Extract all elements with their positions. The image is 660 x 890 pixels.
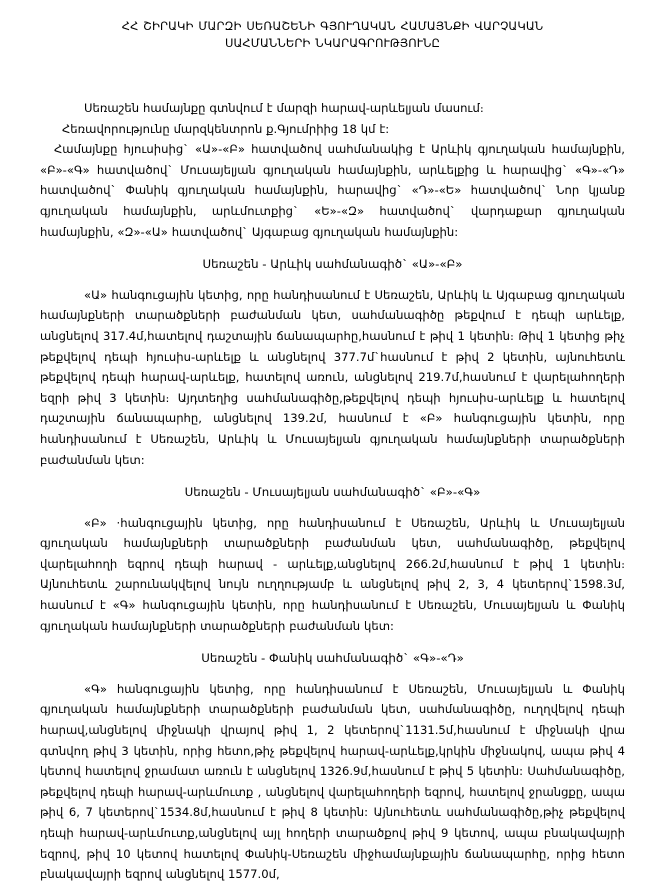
section-body-1: «Ա» հանգուցային կետից, որը հանդիսանում է Սեռաշեն, Արևիկ և Այգաբաց գյուղական համայնքների տարածքների բաժանման կետ, սահմանագիծը թեքվում է դեպի արևելք, անցնելով 317.4մ,հատելով դաշտային ճանապարհը,հասնում է թիվ 1 կետին։ Թիվ 1 կետից թիչ թեքվելով դեպի հյուսիս-արևելք և անցնելով 377.7մ`հասնում է թիվ 2 կետին, այնուհետև թեքվելով դեպի հարավ-արևելք, հատելով առուն, անցնելով 219.7մ,հասնում է վարելահողերի եզրի թիվ 3 կետին։ Այդտեղից սահմանագիծը,թեքվելով դեպի հյուսիս-արևելք և հատելով դաշտային ճանապարհը, անցնելով 139.2մ, հասնում է «Բ» հանգուցային կետին, որը հանդիսանում է Սեռաշեն, Արևիկ և Մուսայելյան գյուղական համայնքների տարածքների բաժանման կետ: [40, 287, 625, 467]
title-spacer [40, 52, 625, 98]
document-title-line-1: ՀՀ ՇԻՐԱԿԻ ՄԱՐԶԻ ՍԵՌԱՇԵՆԻ ԳՅՈՒՂԱԿԱՆ ՀԱՄԱՅՆՔԻ ՎԱՐՉԱԿԱՆ [121, 19, 544, 33]
section-body-3: «Գ» հանգուցային կետից, որը հանդիսանում է Սեռաշեն, Մուսայելյան և Փանիկ գյուղական համայնքների տարածքների բաժանման կետ, սահմանագիծը, ուղղվելով դեպի հարավ,անցնելով միջնակի վրայով թիվ 1, 2 կետերով`1131.5մ,հասնում է միջնակի վրա գտնվող թիվ 3 կետին, որից հետո,թիչ թեքվելով հարավ-արևելք,կրկին միջնակով, ապա թիվ 4 կետով հատելով ջրամատ առուն է անցնելով 1326.9մ,հասնում է թիվ 5 կետին: Սահմանագիծը, թեքվելով դեպի հարավ-արևմուտք , անցնելով վարելահողերի եզրով, հատելով ջրանցքը, ապա թիվ 6, 7 կետերով`1534.8մ,հասնում է թիվ 8 կետին: Այնուհետև սահմանագիծը,թիչ թեքվելով դեպի հարավ-արևմուտք,անցնելով այլ հողերի տարածքով թիվ 9 կետով, ապա բնակավայրի եզրով, թիվ 10 կետով հատելով Փանիկ-Սեռաշեն միջհամայնքային ճանապարհը, որից հետո բնակավայրի եզրով անցնելով 1577.0մ, [40, 681, 625, 882]
intro-paragraph-3: Համայնքը հյուսիսից` «Ա»-«Բ» հատվածով սահմանակից է Արևիկ գյուղական համայնքին, «Բ»-«Գ» հատվածով` Մուսայելյան գյուղական համայնքին, արևելքից և հարավից` «Գ»-«Դ» հատվածով` Փանիկ գյուղական համայնքին, հարավից` «Դ»-«Ե» հատվածով` Նոր կյանք գյուղական համայնքին, արևմուտքից` «Ե»-«Զ» հատվածով` վարդաքար գյուղական համայնքին, «Զ»-«Ա» հատվածով` Այգաբաց գյուղական համայնքին: [40, 142, 625, 239]
section-heading-2: Սեռաշեն - Մուսայելյան սահմանագիծ` «Բ»-«Գ» [184, 485, 481, 500]
intro-paragraph-2: Հեռավորությունը մարզկենտրոն ք.Գյումրիից 18 կմ է: [62, 121, 390, 136]
document-title-line-2: ՍԱՀՄԱՆՆԵՐԻ ՆԿԱՐԱԳՐՈՒԹՅՈՒՆԸ [224, 36, 441, 50]
section-heading-3: Սեռաշեն - Փանիկ սահմանագիծ` «Գ»-«Դ» [201, 651, 464, 666]
document-title [40, 0, 625, 52]
section-body-2: «Բ» ·հանգուցային կետից, որը հանդիսանում է Սեռաշեն, Արևիկ և Մուսայելյան գյուղական համայնքների տարածքների բաժանման կետ, սահմանագիծը, թեքվելով վարելահողի եզրով դեպի հարավ - արևելք,անցնելով 266.2մ,հասնում է թիվ 1 կետին։ Այնուհետև շարունակվելով նույն ուղղությամբ և անցնելով թիվ 2, 3, 4 կետերով`1598.3մ, հասնում է «Գ» հանգուցային կետին, որը հանդիսանում է Սեռաշեն, Մուսայելյան և Փանիկ գյուղական համայնքների տարածքների բաժանման կետ: [40, 515, 625, 633]
document-body [40, 0, 625, 885]
section-heading-1: Սեռաշեն - Արևիկ սահմանագիծ` «Ա»-«Բ» [202, 257, 463, 272]
intro-paragraph-1: Սեռաշեն համայնքը գտնվում է մարզի հարավ-արևելյան մասում։ [84, 101, 484, 115]
